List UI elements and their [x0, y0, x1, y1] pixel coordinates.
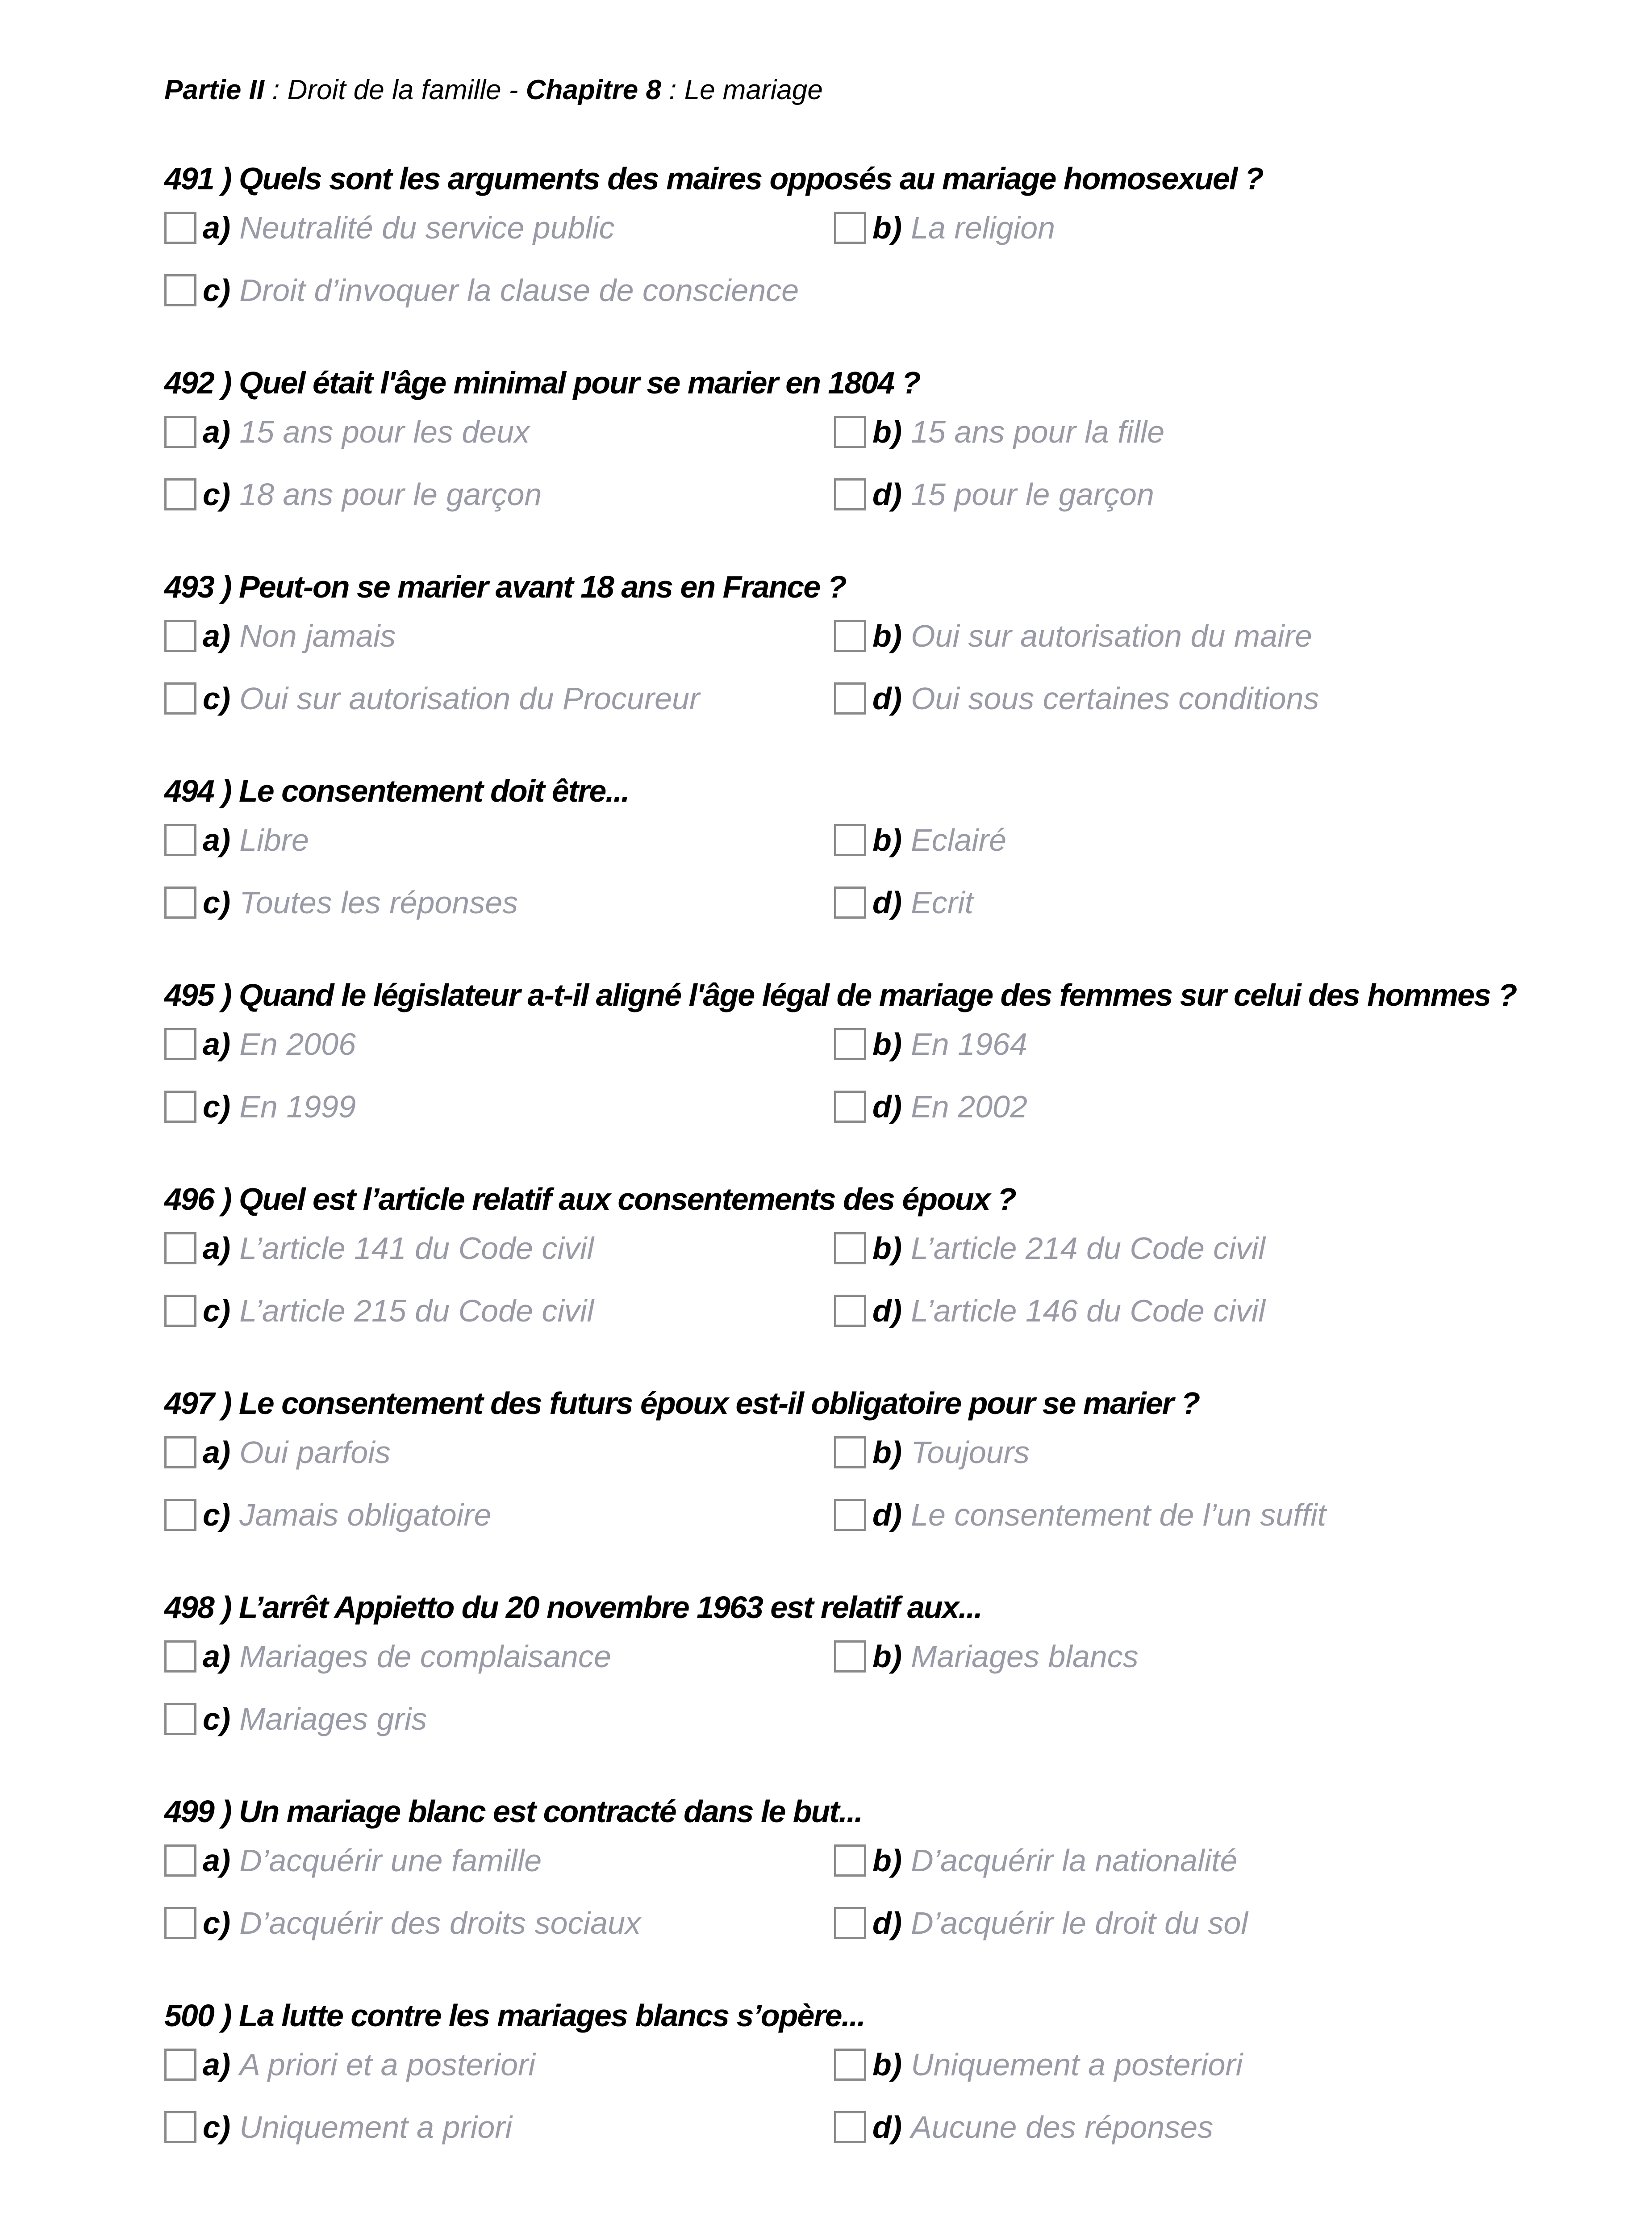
- answer-checkbox[interactable]: [834, 620, 866, 652]
- answer-checkbox[interactable]: [834, 1091, 866, 1123]
- answer-checkbox[interactable]: [834, 1844, 866, 1877]
- option-letter: c): [203, 885, 231, 920]
- answer-option[interactable]: [834, 1230, 1265, 1266]
- option-text: Aucune des réponses: [911, 2110, 1214, 2145]
- option-text: Oui sous certaines conditions: [911, 681, 1319, 716]
- question-title: 493 ) Peut-on se marier avant 18 ans en France ?: [164, 569, 846, 604]
- answer-option[interactable]: [164, 1701, 427, 1737]
- option-text: L’article 141 du Code civil: [239, 1231, 594, 1266]
- quiz-list: [164, 161, 1517, 2202]
- answer-option[interactable]: [164, 272, 799, 308]
- option-letter: c): [203, 2110, 231, 2145]
- question-block: [164, 773, 1504, 977]
- option-text: En 1964: [911, 1027, 1027, 1062]
- answer-checkbox[interactable]: [834, 2111, 866, 2143]
- answer-checkbox[interactable]: [834, 887, 866, 919]
- answer-option[interactable]: [834, 1434, 1030, 1470]
- answer-option[interactable]: [834, 822, 1006, 858]
- option-letter: b): [872, 1639, 902, 1674]
- answer-option[interactable]: [834, 1293, 1265, 1329]
- answer-option[interactable]: [164, 1639, 611, 1674]
- answer-option[interactable]: [834, 1026, 1027, 1062]
- answer-checkbox[interactable]: [164, 212, 196, 244]
- option-text: En 2006: [239, 1027, 356, 1062]
- answer-option[interactable]: [834, 618, 1312, 654]
- option-letter: c): [203, 1089, 231, 1124]
- answer-checkbox[interactable]: [834, 478, 866, 510]
- answer-checkbox[interactable]: [834, 1436, 866, 1468]
- answer-checkbox[interactable]: [164, 1703, 196, 1735]
- option-text: Libre: [239, 823, 309, 857]
- answer-checkbox[interactable]: [834, 212, 866, 244]
- answer-checkbox[interactable]: [164, 274, 196, 306]
- option-text: Uniquement a posteriori: [911, 2047, 1243, 2082]
- option-letter: d): [872, 1497, 902, 1532]
- answer-option[interactable]: [834, 414, 1164, 450]
- question-block: [164, 1385, 1504, 1589]
- option-text: 15 ans pour la fille: [911, 414, 1165, 449]
- answer-checkbox[interactable]: [164, 1295, 196, 1327]
- option-letter: b): [872, 1027, 902, 1062]
- question-block: [164, 161, 1504, 365]
- option-text: L’article 215 du Code civil: [239, 1293, 594, 1328]
- option-letter: d): [872, 1089, 902, 1124]
- option-letter: d): [872, 477, 902, 512]
- option-text: Mariages blancs: [911, 1639, 1139, 1674]
- option-text: D’acquérir le droit du sol: [911, 1906, 1248, 1940]
- answer-option[interactable]: [164, 1905, 641, 1941]
- option-letter: d): [872, 1906, 902, 1940]
- answer-option[interactable]: [164, 2109, 512, 2145]
- answer-checkbox[interactable]: [834, 1499, 866, 1531]
- option-letter: d): [872, 1293, 902, 1328]
- option-text: L’article 214 du Code civil: [911, 1231, 1265, 1266]
- option-letter: a): [203, 1231, 231, 1266]
- option-letter: a): [203, 414, 231, 449]
- option-letter: a): [203, 823, 231, 857]
- option-letter: a): [203, 2047, 231, 2082]
- answer-checkbox[interactable]: [164, 2049, 196, 2081]
- answer-option[interactable]: [834, 2047, 1243, 2082]
- answer-option[interactable]: [834, 477, 1154, 512]
- option-text: L’article 146 du Code civil: [911, 1293, 1265, 1328]
- option-letter: c): [203, 1497, 231, 1532]
- option-text: En 2002: [911, 1089, 1027, 1124]
- answer-option[interactable]: [164, 1843, 542, 1878]
- part-label: Partie II: [164, 75, 264, 105]
- option-letter: b): [872, 2047, 902, 2082]
- question-title: 491 ) Quels sont les arguments des maires opposés au mariage homosexuel ?: [164, 161, 1263, 196]
- question-title: 497 ) Le consentement des futurs époux est-il obligatoire pour se marier ?: [164, 1386, 1200, 1421]
- option-letter: a): [203, 619, 231, 653]
- option-letter: b): [872, 414, 902, 449]
- answer-option[interactable]: [164, 1026, 356, 1062]
- option-letter: d): [872, 2110, 902, 2145]
- option-letter: b): [872, 823, 902, 857]
- option-letter: a): [203, 1843, 231, 1878]
- answer-checkbox[interactable]: [164, 824, 196, 856]
- answer-option[interactable]: [164, 681, 700, 716]
- option-letter: d): [872, 681, 902, 716]
- option-text: Non jamais: [239, 619, 396, 653]
- option-text: D’acquérir des droits sociaux: [239, 1906, 641, 1940]
- answer-checkbox[interactable]: [834, 2049, 866, 2081]
- part-title: : Droit de la famille -: [264, 75, 526, 105]
- option-text: Eclairé: [911, 823, 1007, 857]
- answer-checkbox[interactable]: [164, 1436, 196, 1468]
- option-letter: a): [203, 1639, 231, 1674]
- option-text: Neutralité du service public: [239, 210, 615, 245]
- answer-checkbox[interactable]: [164, 1907, 196, 1939]
- answer-option[interactable]: [164, 1230, 594, 1266]
- option-text: Jamais obligatoire: [239, 1497, 492, 1532]
- answer-option[interactable]: [164, 210, 615, 246]
- question-title: 495 ) Quand le législateur a-t-il aligné l'âge légal de mariage des femmes sur celui des hommes ?: [164, 978, 1517, 1012]
- answer-option[interactable]: [834, 1843, 1238, 1878]
- option-text: 15 pour le garçon: [911, 477, 1154, 512]
- option-letter: b): [872, 1843, 902, 1878]
- question-block: [164, 1181, 1504, 1385]
- option-letter: b): [872, 210, 902, 245]
- option-text: Toutes les réponses: [239, 885, 518, 920]
- option-letter: c): [203, 1702, 231, 1736]
- option-text: D’acquérir la nationalité: [911, 1843, 1238, 1878]
- question-title: 492 ) Quel était l'âge minimal pour se marier en 1804 ?: [164, 365, 920, 400]
- answer-option[interactable]: [834, 1905, 1248, 1941]
- answer-checkbox[interactable]: [164, 1640, 196, 1673]
- option-text: Mariages gris: [239, 1702, 427, 1736]
- option-letter: c): [203, 681, 231, 716]
- answer-option[interactable]: [164, 822, 309, 858]
- answer-checkbox[interactable]: [834, 1907, 866, 1939]
- option-text: En 1999: [239, 1089, 356, 1124]
- question-block: [164, 977, 1517, 1181]
- answer-option[interactable]: [834, 1639, 1139, 1674]
- answer-checkbox[interactable]: [834, 824, 866, 856]
- option-letter: c): [203, 477, 231, 512]
- option-text: D’acquérir une famille: [239, 1843, 542, 1878]
- option-letter: c): [203, 1293, 231, 1328]
- answer-option[interactable]: [164, 414, 530, 450]
- answer-option[interactable]: [834, 2109, 1213, 2145]
- answer-checkbox[interactable]: [834, 1232, 866, 1264]
- answer-option[interactable]: [164, 1089, 356, 1125]
- answer-option[interactable]: [164, 1434, 391, 1470]
- option-letter: b): [872, 619, 902, 653]
- option-letter: b): [872, 1231, 902, 1266]
- answer-checkbox[interactable]: [164, 2111, 196, 2143]
- option-letter: d): [872, 885, 902, 920]
- answer-checkbox[interactable]: [164, 416, 196, 448]
- option-letter: c): [203, 1906, 231, 1940]
- question-title: 498 ) L’arrêt Appietto du 20 novembre 1963 est relatif aux...: [164, 1590, 982, 1625]
- answer-option[interactable]: [164, 477, 542, 512]
- option-text: 15 ans pour les deux: [239, 414, 530, 449]
- answer-option[interactable]: [164, 2047, 535, 2082]
- option-text: A priori et a posteriori: [239, 2047, 535, 2082]
- answer-option[interactable]: [164, 618, 396, 654]
- option-text: Toujours: [911, 1435, 1030, 1470]
- option-text: Oui parfois: [239, 1435, 391, 1470]
- answer-option[interactable]: [164, 1293, 594, 1329]
- question-title: 496 ) Quel est l’article relatif aux consentements des époux ?: [164, 1182, 1016, 1217]
- answer-checkbox[interactable]: [834, 1295, 866, 1327]
- question-block: [164, 569, 1504, 773]
- answer-checkbox[interactable]: [834, 1028, 866, 1060]
- question-block: [164, 1794, 1504, 1998]
- option-text: Uniquement a priori: [239, 2110, 513, 2145]
- answer-checkbox[interactable]: [164, 620, 196, 652]
- answer-checkbox[interactable]: [834, 1640, 866, 1673]
- answer-checkbox[interactable]: [164, 682, 196, 715]
- answer-checkbox[interactable]: [164, 1232, 196, 1264]
- chapter-title: : Le mariage: [661, 75, 823, 105]
- answer-checkbox[interactable]: [164, 1091, 196, 1123]
- question-title: 499 ) Un mariage blanc est contracté dans le but...: [164, 1794, 862, 1829]
- question-block: [164, 365, 1504, 569]
- option-text: Mariages de complaisance: [239, 1639, 611, 1674]
- answer-checkbox[interactable]: [834, 416, 866, 448]
- option-letter: a): [203, 210, 231, 245]
- chapter-label: Chapitre 8: [526, 75, 661, 105]
- option-letter: a): [203, 1435, 231, 1470]
- answer-checkbox[interactable]: [164, 887, 196, 919]
- answer-checkbox[interactable]: [164, 1028, 196, 1060]
- answer-option[interactable]: [164, 885, 518, 920]
- answer-checkbox[interactable]: [834, 682, 866, 715]
- option-text: La religion: [911, 210, 1055, 245]
- answer-option[interactable]: [834, 1089, 1027, 1125]
- answer-checkbox[interactable]: [164, 1844, 196, 1877]
- option-text: Le consentement de l’un suffit: [911, 1497, 1327, 1532]
- option-text: Droit d’invoquer la clause de conscience: [239, 273, 799, 308]
- answer-option[interactable]: [834, 210, 1055, 246]
- question-title: 494 ) Le consentement doit être...: [164, 774, 629, 808]
- question-title: 500 ) La lutte contre les mariages blancs s’opère...: [164, 1998, 865, 2033]
- answer-checkbox[interactable]: [164, 478, 196, 510]
- answer-option[interactable]: [164, 1497, 491, 1533]
- answer-checkbox[interactable]: [164, 1499, 196, 1531]
- option-text: Ecrit: [911, 885, 974, 920]
- answer-option[interactable]: [834, 681, 1319, 716]
- option-letter: a): [203, 1027, 231, 1062]
- question-block: [164, 1998, 1504, 2202]
- answer-option[interactable]: [834, 1497, 1326, 1533]
- option-text: Oui sur autorisation du maire: [911, 619, 1312, 653]
- answer-option[interactable]: [834, 885, 973, 920]
- option-letter: b): [872, 1435, 902, 1470]
- option-text: Oui sur autorisation du Procureur: [239, 681, 700, 716]
- question-block: [164, 1589, 1504, 1794]
- option-letter: c): [203, 273, 231, 308]
- option-text: 18 ans pour le garçon: [239, 477, 542, 512]
- page-header: [164, 74, 823, 106]
